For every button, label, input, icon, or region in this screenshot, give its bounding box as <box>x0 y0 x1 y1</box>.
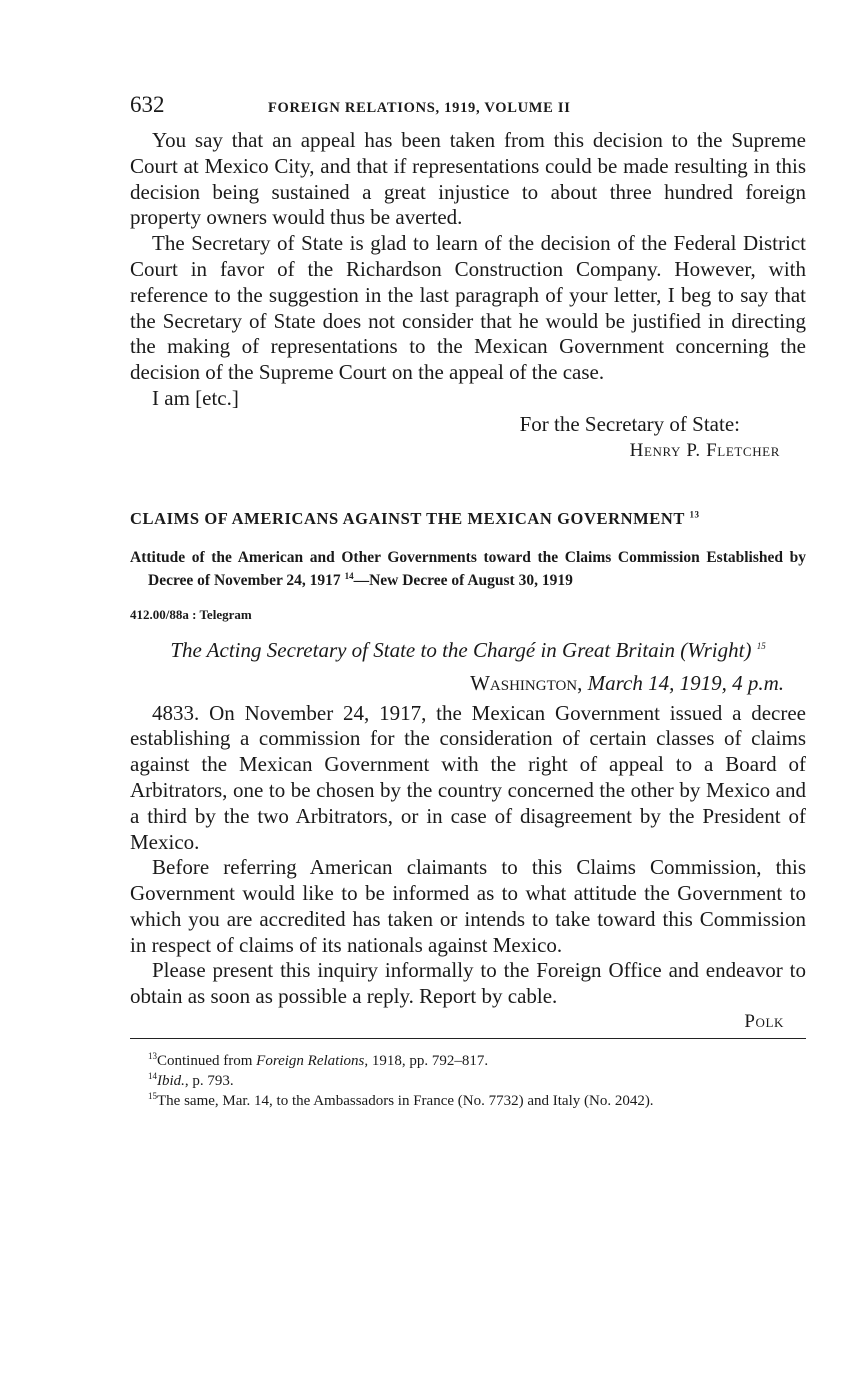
page-number: 632 <box>130 92 165 117</box>
footnote-italic: Ibid. <box>157 1073 185 1090</box>
section-title <box>130 509 806 529</box>
telegram-signoff: Polk <box>744 1011 784 1033</box>
footnote-mark: 15 <box>148 1091 157 1102</box>
document-title-text: The Acting Secretary of State to the Chargé in Great Britain (Wright) <box>170 637 752 662</box>
footnote-14 <box>130 1069 806 1089</box>
signature-line: For the Secretary of State: <box>519 411 740 436</box>
subsection-heading <box>130 549 806 590</box>
footnote-13 <box>130 1049 806 1069</box>
telegram-paragraph-2: Before referring American claimants to this Claims Commission, this Government would like to be informed as to what attitude the Government to which you are accredited has taken or intends to take toward this Commission in respect of claims of its nationals against Mexico. <box>130 855 806 957</box>
dateline-place: Washington, <box>470 670 583 695</box>
letter-paragraph-2: The Secretary of State is glad to learn of the decision of the Federal District Court in favor of the Richardson Construction Company. However, with reference to the suggestion in the last paragraph of your letter, I beg to say that the Secretary of State does not consider that he would be justified in directing the making of representations to the Mexican Government concerning the decision of the Supreme Court on the appeal of the case. <box>130 231 806 385</box>
letter-closing: I am [etc.] <box>152 385 239 410</box>
letter-paragraph-1: You say that an appeal has been taken from this decision to the Supreme Court at Mexico City, and that if representations could be made resulting in this decision being sustained a great injustice to about three hundred foreign property owners would thus be averted. <box>130 128 806 230</box>
dateline <box>130 669 806 697</box>
footnote-divider <box>130 1038 806 1039</box>
subhead-text-b: —New Decree of August 30, 1919 <box>353 572 573 590</box>
footnote-text: , 1918, pp. 792–817. <box>364 1053 489 1070</box>
footnote-ref-13: 13 <box>689 509 700 520</box>
running-title: FOREIGN RELATIONS, 1919, VOLUME II <box>268 100 571 116</box>
footnote-italic: Foreign Relations <box>256 1053 365 1070</box>
footnote-text: The same, Mar. 14, to the Ambassadors in France (No. 7732) and Italy (No. 2042). <box>157 1093 654 1110</box>
footnote-mark: 13 <box>148 1051 157 1062</box>
signature-name: Henry P. Fletcher <box>629 439 780 461</box>
section-title-text: CLAIMS OF AMERICANS AGAINST THE MEXICAN GOVERNMENT <box>130 509 685 529</box>
telegram-paragraph-1: 4833. On November 24, 1917, the Mexican Government issued a decree establishing a commission for the consideration of certain classes of claims against the Mexican Government with the right of appeal to a Board of Arbitrators, one to be chosen by the country concerned the other by Mexico and a third by the two Arbitrators, or in case of disagreement by the President of Mexico. <box>130 700 806 854</box>
document-page <box>130 92 806 1109</box>
dateline-date: March 14, 1919, 4 p.m. <box>587 670 784 695</box>
page-header <box>130 92 806 128</box>
footnote-15 <box>130 1089 806 1109</box>
footnote-text: Continued from <box>157 1053 257 1070</box>
footnote-text: , p. 793. <box>184 1073 234 1090</box>
telegram-paragraph-3: Please present this inquiry informally to the Foreign Office and endeavor to obtain as soon as possible a reply. Report by cable. <box>130 958 806 1009</box>
document-title <box>130 633 806 663</box>
footnote-mark: 14 <box>148 1071 157 1082</box>
subhead-text-a: Attitude of the American and Other Governments toward the Claims Commission Established by Decree of November 24, 1917 <box>130 549 806 590</box>
footnote-ref-15: 15 <box>756 640 766 651</box>
file-reference: 412.00/88a : Telegram <box>130 606 252 622</box>
footnote-ref-14: 14 <box>344 571 354 582</box>
